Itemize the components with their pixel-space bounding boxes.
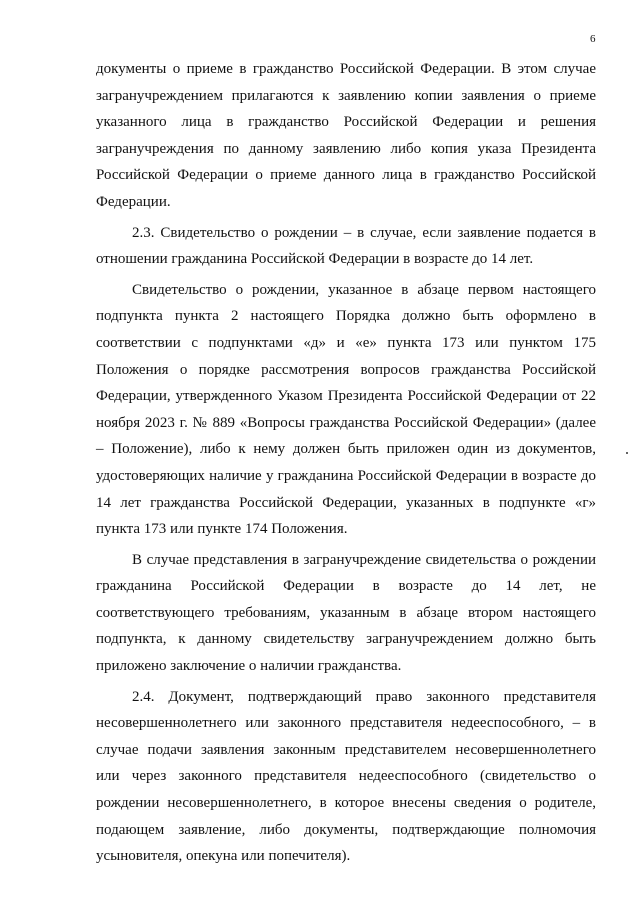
document-body <box>96 56 596 870</box>
scan-speck <box>626 452 628 454</box>
paragraph-citizenship-conclusion: В случае представления в загранучреждение свидетельства о рождении гражданина Российской Федерации в возрасте до 14 лет, не соответствующего требованиям, указанным в абзаце втором настоящего подпункта, к данному свидетельству загранучреждением должно быть приложено заключение о наличии гражданства. <box>96 551 596 675</box>
paragraph-birth-certificate-requirements: Свидетельство о рождении, указанное в абзаце первом настоящего подпункта пункта 2 настоящего Порядка должно быть оформлено в соответствии с подпунктами «д» и «е» пункта 173 или пунктом 175 Положения о порядке рассмотрения вопросов гражданства Российской Федерации, утвержденного Указом Президента Российской Федерации от 22 ноября 2023 г. № 889 «Вопросы гражданства Российской Федерации» (далее – Положение), либо к нему должен быть приложен один из документов, удостоверяющих наличие у гражданина Российской Федерации в возрасте до 14 лет гражданства Российской Федерации, указанных в подпункте «г» пункта 173 или пункте 174 Положения. <box>96 281 596 538</box>
paragraph-continuation: документы о приеме в гражданство Российской Федерации. В этом случае загранучреждением прилагаются к заявлению копии заявления о приеме указанного лица в гражданство Российской Федерации и решения загранучреждения по данному заявлению либо копия указа Президента Российской Федерации о приеме данного лица в гражданство Российской Федерации. <box>96 61 596 210</box>
paragraph-2-3: 2.3. Свидетельство о рождении – в случае, если заявление подается в отношении гражданина Российской Федерации в возрасте до 14 лет. <box>96 224 596 268</box>
paragraph-2-4: 2.4. Документ, подтверждающий право законного представителя несовершеннолетнего или законного представителя недееспособного, – в случае подачи заявления законным представителем несовершеннолетнего или через законного представителя недееспособного (свидетельство о рождении несовершеннолетнего, в которое внесены сведения о родителе, подающем заявление, либо документы, подтверждающие полномочия усыновителя, опекуна или попечителя). <box>96 688 596 865</box>
page-number: 6 <box>590 33 596 45</box>
